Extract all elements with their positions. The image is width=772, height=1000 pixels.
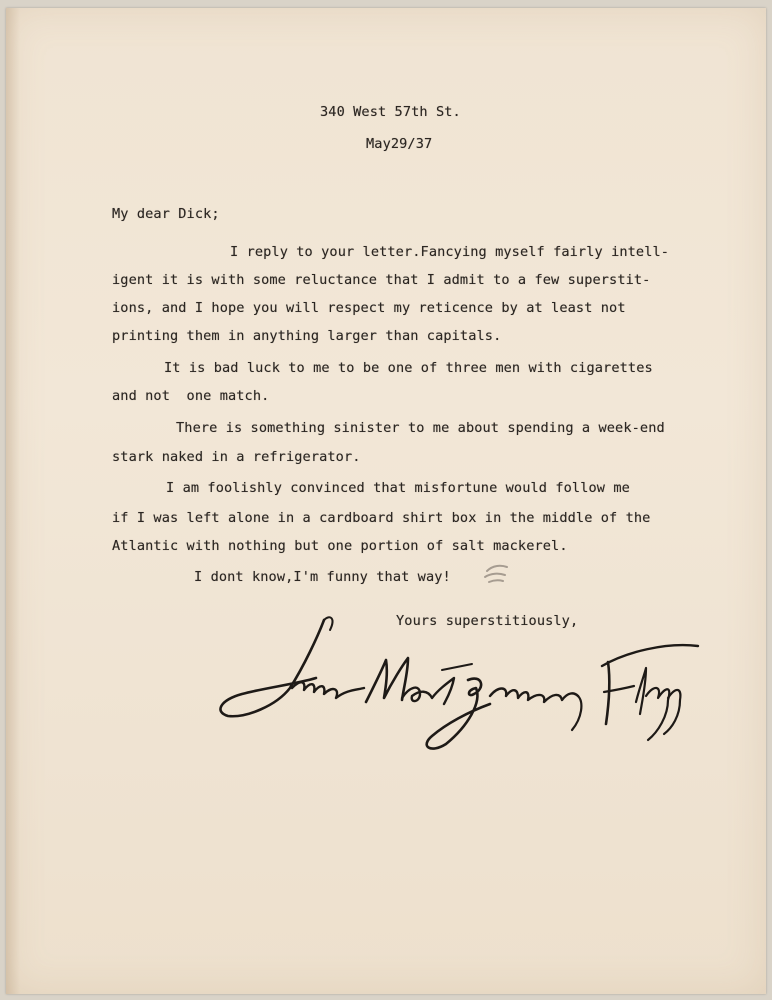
body-line: ions, and I hope you will respect my reticence by at least not <box>112 300 626 316</box>
body-line: if I was left alone in a cardboard shirt box in the middle of the <box>112 510 651 526</box>
letter-page <box>6 8 766 994</box>
body-line: Atlantic with nothing but one portion of salt mackerel. <box>112 538 568 554</box>
body-line: There is something sinister to me about spending a week-end <box>176 420 665 436</box>
closing: Yours superstitiously, <box>396 613 579 629</box>
body-line: printing them in anything larger than capitals. <box>112 328 502 344</box>
body-line: igent it is with some reluctance that I admit to a few superstit- <box>112 272 651 288</box>
body-line: and not one match. <box>112 388 270 404</box>
sender-address: 340 West 57th St. <box>320 104 461 120</box>
ink-smudge <box>481 561 511 587</box>
letter-date: May29/37 <box>366 136 433 152</box>
salutation: My dear Dick; <box>112 206 220 222</box>
body-line: It is bad luck to me to be one of three men with cigarettes <box>164 360 653 376</box>
body-line: I am foolishly convinced that misfortune would follow me <box>166 480 630 496</box>
signature <box>206 606 706 756</box>
body-line: stark naked in a refrigerator. <box>112 449 361 465</box>
body-line: I dont know,I'm funny that way! <box>194 569 451 585</box>
body-line: I reply to your letter.Fancying myself fairly intell- <box>230 244 670 260</box>
